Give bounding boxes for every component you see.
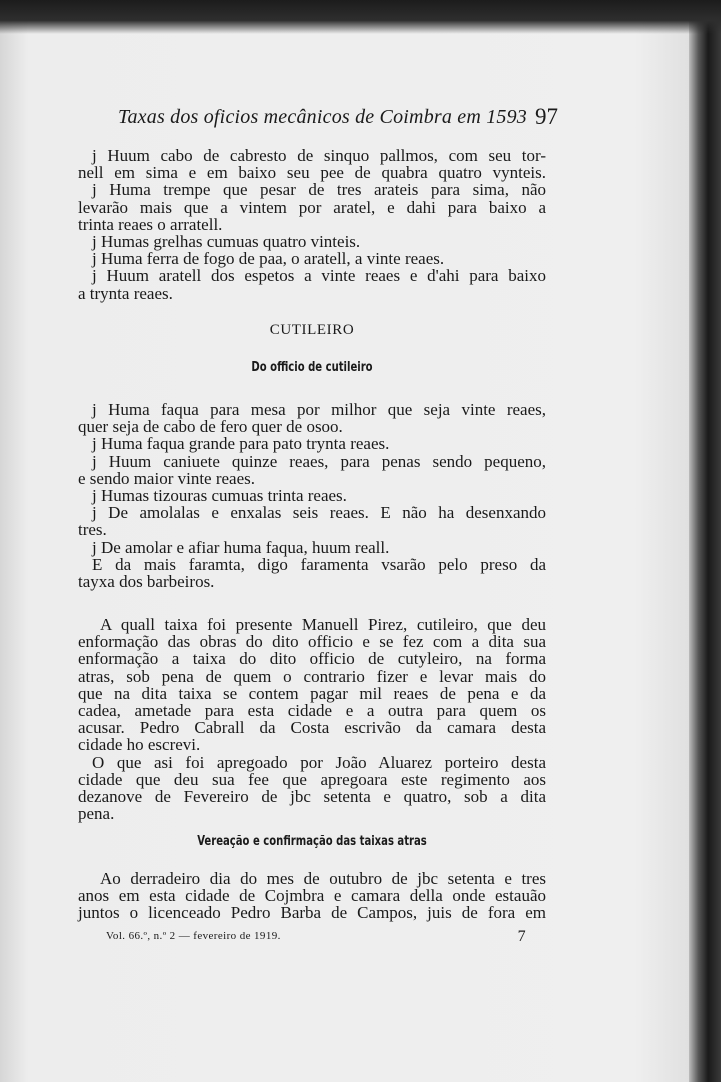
- text-line: que na dita taixa se contem pagar mil reaes de pena e da: [78, 683, 546, 703]
- text-line: tayxa dos barbeiros.: [78, 572, 215, 592]
- text-line: tres.: [78, 520, 107, 540]
- subheading: Do officio de cutileiro: [251, 360, 373, 375]
- page-number: 97: [535, 104, 558, 129]
- text-line: j Huma ferra de fogo de paa, o aratell, a vinte reaes.: [92, 249, 445, 269]
- text-line: e sendo maior vinte reaes.: [78, 468, 256, 488]
- text-block-2: [78, 401, 546, 590]
- text-line: quer seja de cabo de fero quer de osoo.: [78, 417, 343, 437]
- text-line: j Huum cabo de cabresto de sinquo pallmos, com seu tor-: [92, 146, 546, 165]
- text-line: A quall taixa foi presente Manuell Pirez, cutileiro, que deu: [100, 615, 546, 634]
- book-spine: [689, 0, 721, 1082]
- text-line: dezanove de Fevereiro de jbc setenta e quatro, sob a dita: [78, 787, 546, 807]
- text-line: cadea, ametade para esta cidade e a outra para quem os: [78, 701, 546, 721]
- text-line: nell em sima e em baixo seu pee de quabra quatro vynteis.: [78, 163, 546, 183]
- page-footer: [106, 928, 526, 945]
- text-line: a trynta reaes.: [78, 283, 173, 303]
- text-line: O que asi foi apregoado por João Aluarez porteiro desta: [92, 752, 546, 772]
- running-title: Taxas dos oficios mecânicos de Coimbra em 1593: [118, 106, 527, 128]
- text-line: anos em esta cidade de Cojmbra e camara della onde estauão: [78, 886, 546, 906]
- text-block-1: [78, 147, 546, 302]
- text-line: j De amolar e afiar huma faqua, huum reall.: [92, 537, 390, 557]
- text-line: cidade que deu sua fee que apregoara este regimento aos: [78, 769, 546, 789]
- text-line: j Humas tizouras cumuas trinta reaes.: [92, 486, 347, 506]
- text-line: j De amolalas e enxalas seis reaes. E não ha desenxando: [92, 503, 546, 523]
- text-line: juntos o licenceado Pedro Barba de Campos, juis de fora em: [78, 903, 546, 923]
- text-line: j Huma trempe que pesar de tres arateis para sima, não: [92, 180, 546, 200]
- page-header: [118, 102, 558, 136]
- text-line: levarão mais que a vintem por aratel, e dahi para baixo a: [78, 197, 546, 217]
- text-line: j Humas grelhas cumuas quatro vinteis.: [92, 232, 361, 252]
- signature-mark: 7: [517, 928, 526, 945]
- text-line: trinta reaes o arratell.: [78, 214, 223, 234]
- text-line: j Huma faqua grande para pato trynta reaes.: [92, 434, 390, 454]
- text-line: atras, sob pena de quem o contrario fizer e levar mais do: [78, 666, 546, 686]
- text-line: enformação das obras do dito officio e se fez com a dita sua: [78, 632, 546, 652]
- text-line: acusar. Pedro Cabrall da Costa escrivão da camara desta: [78, 718, 546, 738]
- section-heading: CUTILEIRO: [269, 322, 355, 338]
- volume-info: Vol. 66.º, n.º 2 — fevereiro de 1919.: [106, 930, 281, 942]
- text-line: Ao derradeiro dia do mes de outubro de jbc setenta e tres: [100, 869, 546, 888]
- text-line: enformação a taixa do dito officio de cutyleiro, na forma: [78, 649, 546, 669]
- text-block-4: [78, 870, 546, 922]
- text-block-3: [78, 616, 546, 822]
- text-line: E da mais faramta, digo faramenta vsarão pelo preso da: [92, 554, 546, 574]
- text-line: cidade ho escrevi.: [78, 735, 201, 755]
- text-line: j Huma faqua para mesa por milhor que seja vinte reaes,: [92, 400, 546, 419]
- text-line: j Huum caniuete quinze reaes, para penas sendo pequeno,: [92, 451, 546, 471]
- subheading: Vereação e confirmação das taixas atras: [197, 834, 427, 849]
- text-line: pena.: [78, 804, 115, 824]
- text-line: j Huum aratell dos espetos a vinte reaes e d'ahi para baixo: [92, 266, 546, 286]
- scan-shadow: [0, 0, 721, 34]
